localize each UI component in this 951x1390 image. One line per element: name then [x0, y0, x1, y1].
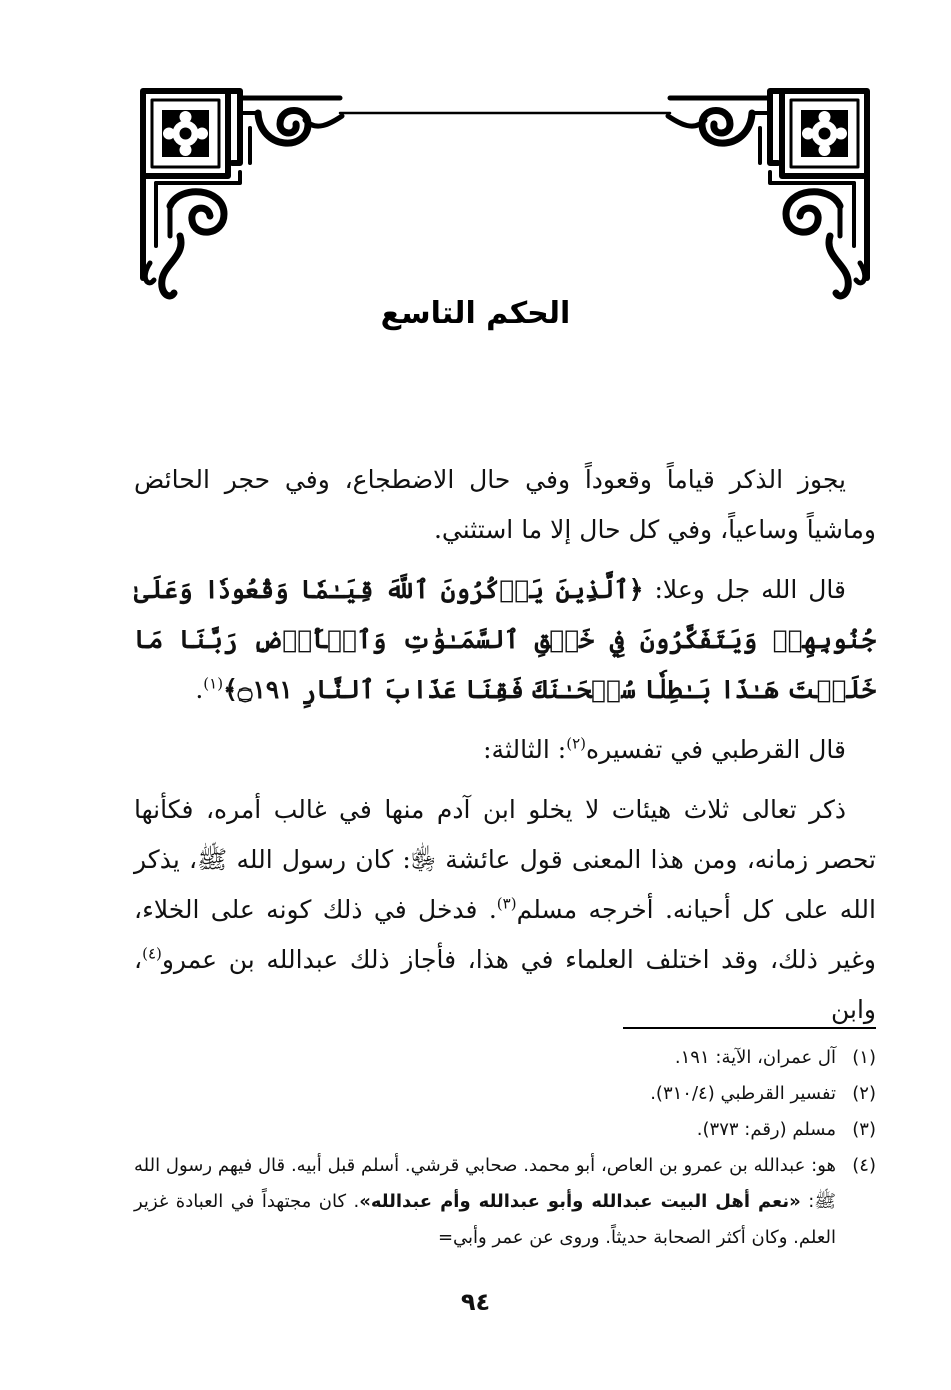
footnote-3 [134, 1112, 876, 1148]
footnote-ref-4[interactable]: (٤) [142, 944, 162, 963]
verse-intro: قال الله جل وعلا: [643, 575, 846, 604]
left-corner-ornament [143, 91, 342, 296]
chapter-title: الحكم التاسع [380, 296, 571, 332]
footnote-number: (٢) [852, 1083, 876, 1104]
paragraph-1: يجوز الذكر قياماً وقعوداً وفي حال الاضطجاع، وفي حجر الحائض وماشياً وساعياً، وفي كل حال إلا ما استثني. [134, 465, 876, 544]
footnote-ref-2[interactable]: (٢) [566, 734, 586, 753]
paragraph-2 [134, 565, 876, 715]
footnote-ref-1[interactable]: (١) [203, 674, 224, 693]
footnote-number: (٤) [852, 1155, 876, 1176]
right-corner-ornament [668, 91, 867, 296]
qurtubi-heading: : الثالثة: [483, 735, 567, 764]
footnote-text: مسلم (رقم: ٣٧٣). [696, 1119, 836, 1140]
page-number: ٩٤ [460, 1288, 491, 1316]
footnote-ref-3[interactable]: (٣) [496, 894, 517, 913]
paragraph-4-part-b: . فدخل في ذلك كونه على الخلاء، وغير ذلك، وقد اختلف العلماء في هذا، فأجاز ذلك عبدالله بن عمرو [134, 895, 876, 974]
footnote-text: تفسير القرطبي (٣١٠/٤). [650, 1083, 836, 1104]
main-text [134, 455, 876, 1045]
footnote-4-part-b: . كان مجتهداً في العبادة غزير العلم. وكان أكثر الصحابة حديثاً. وروى عن عمر وأبي= [134, 1191, 836, 1248]
paragraph-4-part-a: ذكر تعالى ثلاث هيئات لا يخلو ابن آدم منها في غالب أمره، فكأنها تحصر زمانه، ومن هذا المعنى قول عائشة ﵂: كان رسول الله ﷺ، يذكر الله على كل أحيانه. أخرجه مسلم [134, 795, 876, 924]
footnote-1 [134, 1040, 876, 1076]
footnote-number: (١) [852, 1047, 876, 1068]
paragraph-4-part-c: ، وابن [134, 945, 876, 1024]
hadith-quote: «نعم أهل البيت عبدالله وأبو عبدالله وأم عبدالله» [359, 1191, 801, 1212]
chapter-ornament [140, 88, 870, 303]
footnote-text: آل عمران، الآية: ١٩١. [674, 1047, 836, 1068]
qurtubi-intro: قال القرطبي في تفسيره [586, 735, 846, 764]
footnote-text [134, 1148, 836, 1256]
footnote-divider [623, 1027, 876, 1029]
paragraph-4 [134, 785, 876, 1035]
footnotes [134, 1040, 876, 1256]
footnote-4 [134, 1148, 876, 1256]
quran-verse: ﴿ٱلَّذِينَ يَذۡكُرُونَ ٱللَّهَ قِيَـٰمٗا وَقُعُودٗا وَعَلَىٰ جُنُوبِهِمۡ وَيَتَفَكَّرُونَ فِي خَلۡقِ ٱلسَّمَـٰوَٰتِ وَٱلۡأَرۡضِ رَبَّنَا مَا خَلَقۡتَ هَـٰذَا بَـٰطِلٗا سُبۡحَـٰنَكَ فَقِنَا عَذَابَ ٱلنَّارِ ۝١٩١﴾ [134, 575, 876, 704]
footnote-2 [134, 1076, 876, 1112]
verse-end: . [195, 675, 204, 704]
footnote-number: (٣) [852, 1119, 876, 1140]
footnote-4-part-a: هو: عبدالله بن عمرو بن العاص، أبو محمد. صحابي قرشي. أسلم قبل أبيه. قال فيهم رسول الله ﷺ: [134, 1155, 837, 1212]
paragraph-3 [134, 725, 876, 775]
